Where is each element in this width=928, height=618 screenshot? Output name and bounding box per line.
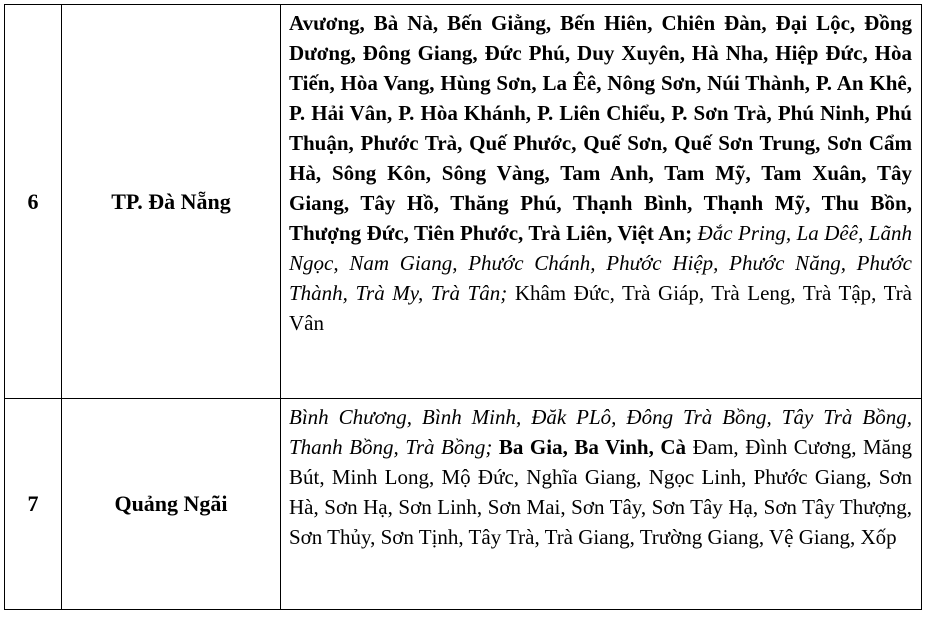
table-row <box>5 399 922 610</box>
commune-table <box>4 4 922 610</box>
row-number: 6 <box>5 5 62 399</box>
commune-list-bold: Avương, Bà Nà, Bến Giằng, Bến Hiên, Chiên Đàn, Đại Lộc, Đồng Dương, Đông Giang, Đức Phú, Duy Xuyên, Hà Nha, Hiệp Đức, Hòa Tiến, Hòa Vang, Hùng Sơn, La Êê, Nông Sơn, Núi Thành, P. An Khê, P. Hải Vân, P. Hòa Khánh, P. Liên Chiểu, P. Sơn Trà, Phú Ninh, Phú Thuận, Phước Trà, Quế Phước, Quế Sơn, Quế Sơn Trung, Sơn Cẩm Hà, Sông Kôn, Sông Vàng, Tam Anh, Tam Mỹ, Tam Xuân, Tây Giang, Tây Hồ, Thăng Phú, Thạnh Bình, Thạnh Mỹ, Thu Bồn, Thượng Đức, Tiên Phước, Trà Liên, Việt An; <box>289 11 912 245</box>
commune-list-regular: Khâm Đức, Trà Giáp, Trà Leng, Trà Tập, Trà Vân <box>289 281 912 335</box>
province-name: TP. Đà Nẵng <box>62 5 281 399</box>
province-name: Quảng Ngãi <box>62 399 281 610</box>
commune-list-bold: Ba Gia, Ba Vinh, Cà <box>492 435 687 459</box>
table-row <box>5 5 922 399</box>
commune-list <box>281 399 922 610</box>
commune-list-italic: Bình Chương, Bình Minh, Đăk PLô, Đông Trà Bồng, Tây Trà Bồng, Thanh Bồng, Trà Bồng; <box>289 405 912 459</box>
row-number: 7 <box>5 399 62 610</box>
commune-list-italic: Đắc Pring, La Dêê, Lãnh Ngọc, Nam Giang, Phước Chánh, Phước Hiệp, Phước Năng, Phước Thành, Trà My, Trà Tân; <box>289 221 912 305</box>
commune-list-regular: Đam, Đình Cương, Măng Bút, Minh Long, Mộ Đức, Nghĩa Giang, Ngọc Linh, Phước Giang, Sơn Hà, Sơn Hạ, Sơn Linh, Sơn Mai, Sơn Tây, Sơn Tây Hạ, Sơn Tây Thượng, Sơn Thủy, Sơn Tịnh, Tây Trà, Trà Giang, Trường Giang, Vệ Giang, Xốp <box>289 435 912 549</box>
commune-list <box>281 5 922 399</box>
